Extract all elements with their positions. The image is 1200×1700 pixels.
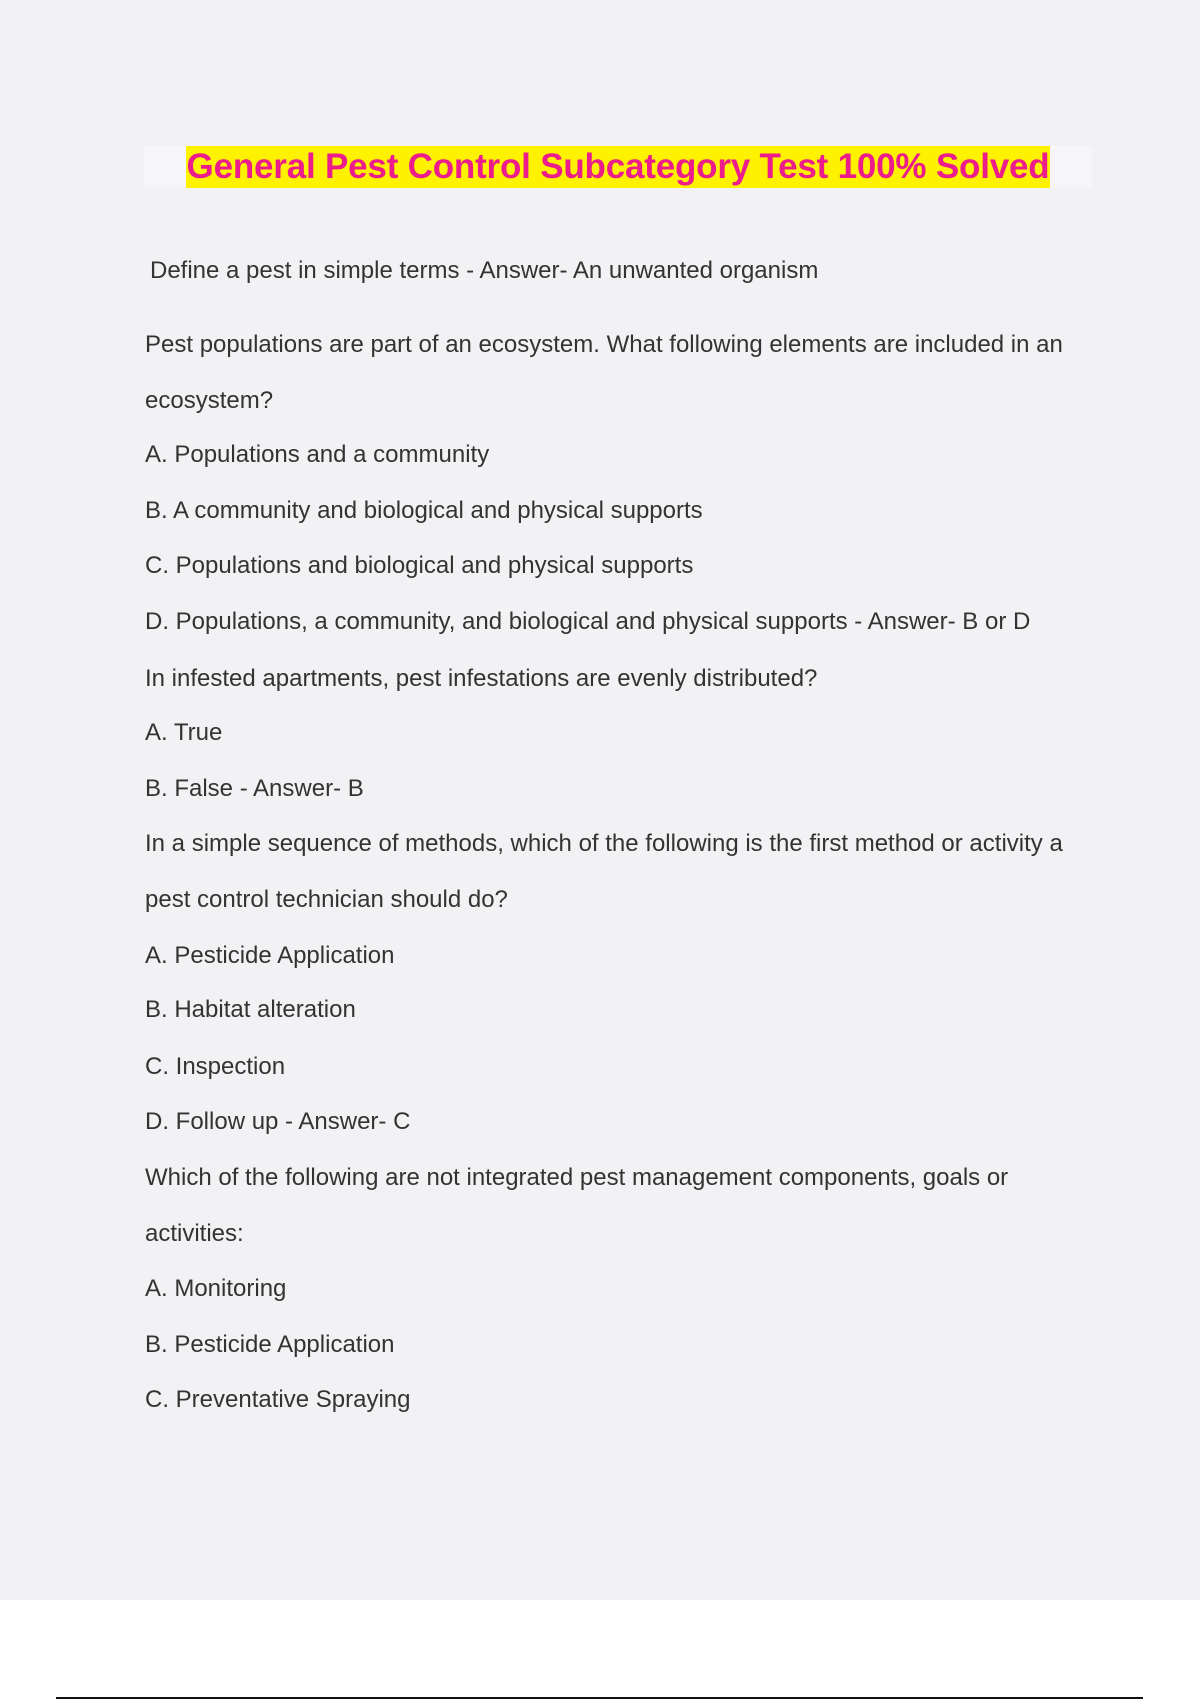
question-4-line-2: pest control technician should do? bbox=[145, 886, 508, 913]
question-5-option-b: B. Pesticide Application bbox=[145, 1331, 395, 1358]
question-4-option-a: A. Pesticide Application bbox=[145, 942, 395, 969]
question-3-option-a: A. True bbox=[145, 719, 223, 746]
question-4-line-1: In a simple sequence of methods, which of the following is the first method or activity a bbox=[145, 830, 1063, 857]
footer-rule bbox=[56, 1697, 1143, 1699]
question-5-option-a: A. Monitoring bbox=[145, 1275, 287, 1302]
document-title: General Pest Control Subcategory Test 100% Solved bbox=[186, 147, 1050, 186]
question-2-option-a: A. Populations and a community bbox=[145, 441, 490, 468]
question-3-option-b: B. False - Answer- B bbox=[145, 775, 364, 802]
question-2-option-b: B. A community and biological and physical supports bbox=[145, 497, 703, 524]
question-5-line-2: activities: bbox=[145, 1220, 244, 1247]
question-2-line-2: ecosystem? bbox=[145, 387, 274, 414]
question-2-option-c: C. Populations and biological and physical supports bbox=[145, 552, 694, 579]
question-5-line-1: Which of the following are not integrated pest management components, goals or bbox=[145, 1164, 1009, 1191]
question-3-line: In infested apartments, pest infestations are evenly distributed? bbox=[145, 665, 818, 692]
question-1-line: Define a pest in simple terms - Answer- An unwanted organism bbox=[150, 257, 819, 284]
question-4-option-d: D. Follow up - Answer- C bbox=[145, 1108, 411, 1135]
question-2-line-1: Pest populations are part of an ecosystem. What following elements are included in an bbox=[145, 331, 1063, 358]
question-5-option-c: C. Preventative Spraying bbox=[145, 1386, 411, 1413]
question-4-option-b: B. Habitat alteration bbox=[145, 996, 356, 1023]
question-2-option-d: D. Populations, a community, and biological and physical supports - Answer- B or D bbox=[145, 608, 1031, 635]
question-4-option-c: C. Inspection bbox=[145, 1053, 286, 1080]
title-bar bbox=[144, 146, 1092, 188]
